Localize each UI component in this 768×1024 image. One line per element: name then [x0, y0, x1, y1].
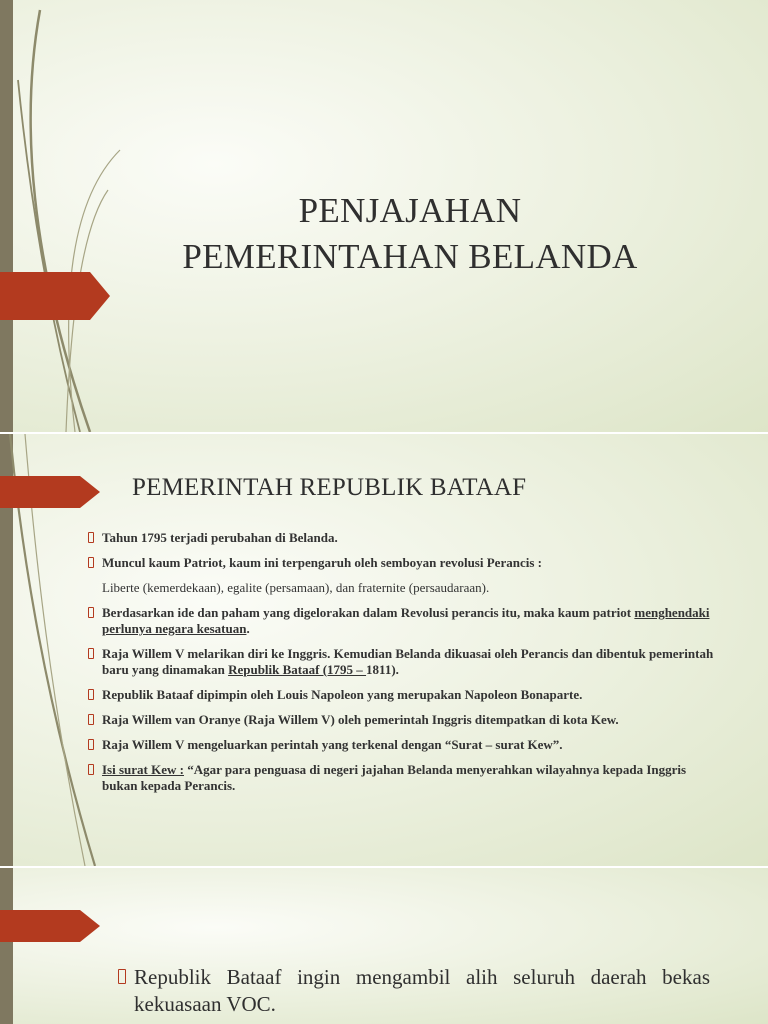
- bullet-icon: [88, 689, 94, 700]
- list-item: Tahun 1795 terjadi perubahan di Belanda.: [88, 530, 718, 546]
- slide-1: [0, 0, 768, 432]
- list-item: Republik Bataaf ingin mengambil alih seluruh daerah bekas kekuasaan VOC.: [118, 964, 710, 1018]
- slide-1-title: [110, 188, 710, 280]
- list-item: Republik Bataaf dipimpin oleh Louis Napoleon yang merupakan Napoleon Bonaparte.: [88, 687, 718, 703]
- list-item: Isi surat Kew : “Agar para penguasa di negeri jajahan Belanda menyerahkan wilayahnya kepada Inggris bukan kepada Perancis.: [88, 762, 718, 794]
- bullet-icon: [88, 739, 94, 750]
- title-ribbon: [0, 910, 100, 942]
- bullet-icon: [88, 607, 94, 618]
- list-item: Raja Willem V melarikan diri ke Inggris. Kemudian Belanda dikuasai oleh Perancis dan dibentuk pemerintah baru yang dinamakan Republik Bataaf (1795 – 1811).: [88, 646, 718, 678]
- bullet-icon: [88, 557, 94, 568]
- list-item: Muncul kaum Patriot, kaum ini terpengaruh oleh semboyan revolusi Perancis :: [88, 555, 718, 571]
- bullet-icon: [88, 764, 94, 775]
- list-item: Berdasarkan ide dan paham yang digelorakan dalam Revolusi perancis itu, maka kaum patriot menghendaki perlunya negara kesatuan.: [88, 605, 718, 637]
- bullet-icon: [88, 532, 94, 543]
- bullet-list: [88, 530, 718, 803]
- slide-2-title: PEMERINTAH REPUBLIK BATAAF: [132, 474, 527, 501]
- list-item: Liberte (kemerdekaan), egalite (persamaan), dan fraternite (persaudaraan).: [102, 580, 490, 595]
- title-ribbon: [0, 272, 110, 320]
- title-ribbon: [0, 476, 100, 508]
- left-accent-bar: [0, 868, 13, 1024]
- list-item: Raja Willem van Oranye (Raja Willem V) oleh pemerintah Inggris ditempatkan di kota Kew.: [88, 712, 718, 728]
- bullet-icon: [88, 714, 94, 725]
- left-accent-bar: [0, 0, 13, 432]
- title-line-2: PEMERINTAHAN BELANDA: [182, 237, 638, 276]
- slide-3: [0, 868, 768, 1024]
- list-item: Raja Willem V mengeluarkan perintah yang terkenal dengan “Surat – surat Kew”.: [88, 737, 718, 753]
- title-line-1: PENJAJAHAN: [298, 191, 522, 230]
- slide-2: [0, 434, 768, 866]
- bullet-icon: [118, 969, 126, 984]
- bullet-icon: [88, 648, 94, 659]
